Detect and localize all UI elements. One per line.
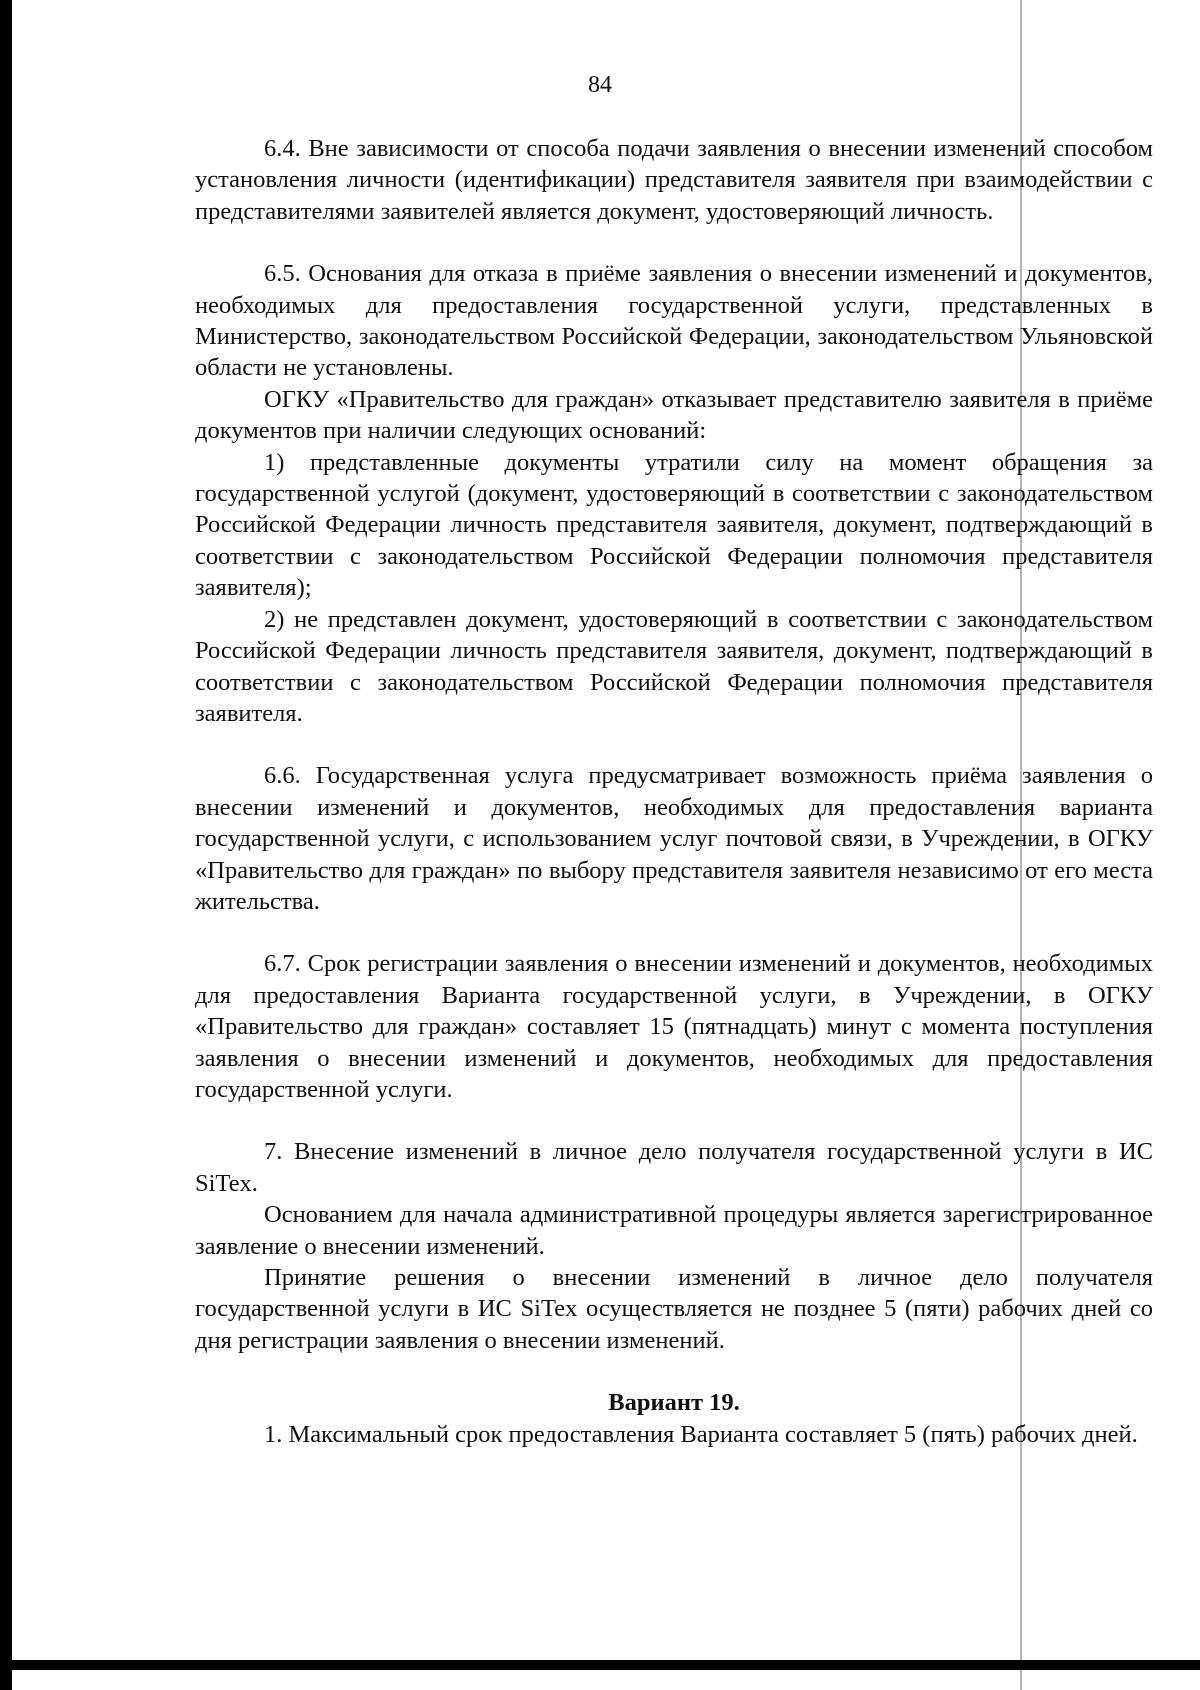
paragraph-6-4: 6.4. Вне зависимости от способа подачи заявления о внесении изменений способом установления личности (идентификации) представителя заявителя при взаимодействии с представителями заявителей является документ, удостоверяющий личность. — [195, 135, 1153, 225]
page-number: 84 — [588, 72, 612, 98]
paragraph-7: 7. Внесение изменений в личное дело получателя государственной услуги в ИС SiTex. — [195, 1138, 1153, 1197]
paragraph-7-decision: Принятие решения о внесении изменений в личное дело получателя государственной услуги в ИС SiTex осуществляется не позднее 5 (пяти) рабочих дней со дня регистрации заявления о внесении изменений. — [195, 1264, 1153, 1354]
paragraph-6-7: 6.7. Срок регистрации заявления о внесении изменений и документов, необходимых для предоставления Варианта государственной услуги, в Учреждении, в ОГКУ «Правительство для граждан» составляет 15 (пятнадцать) минут с момента поступления заявления о внесении изменений и документов, необходимых для предоставления государственной услуги. — [195, 950, 1153, 1103]
variant-heading: Вариант 19. — [608, 1389, 740, 1417]
paragraph-refusal-item-1: 1) представленные документы утратили силу на момент обращения за государственной услугой (документ, удостоверяющий в соответствии с законодательством Российской Федерации личность представителя заявителя, документ, подтверждающий в соответствии с законодательством Российской Федерации полномочия представителя заявителя); — [195, 448, 1153, 602]
scan-border-left — [0, 0, 12, 1690]
document-body — [195, 133, 1153, 1450]
scan-border-bottom — [0, 1660, 1200, 1670]
paragraph-refusal-item-2: 2) не представлен документ, удостоверяющий в соответствии с законодательством Российской Федерации личность представителя заявителя, документ, подтверждающий в соответствии с законодательством Российской Федерации полномочия представителя заявителя. — [195, 605, 1153, 727]
paragraph-6-5: 6.5. Основания для отказа в приёме заявления о внесении изменений и документов, необходимых для предоставления государственной услуги, представленных в Министерство, законодательством Российской Федерации, законодательством Ульяновской области не установлены. — [195, 260, 1153, 382]
paragraph-variant-19-term: 1. Максимальный срок предоставления Варианта составляет 5 (пять) рабочих дней. — [264, 1420, 1138, 1448]
paragraph-6-6: 6.6. Государственная услуга предусматривает возможность приёма заявления о внесении изменений и документов, необходимых для предоставления варианта государственной услуги, с использованием услуг почтовой связи, в Учреждении, в ОГКУ «Правительство для граждан» по выбору представителя заявителя независимо от его места жительства. — [195, 762, 1153, 915]
paragraph-7-basis: Основанием для начала административной процедуры является зарегистрированное заявление о внесении изменений. — [195, 1201, 1153, 1260]
paragraph-refusal-intro: ОГКУ «Правительство для граждан» отказывает представителю заявителя в приёме документов при наличии следующих оснований: — [195, 385, 1153, 445]
